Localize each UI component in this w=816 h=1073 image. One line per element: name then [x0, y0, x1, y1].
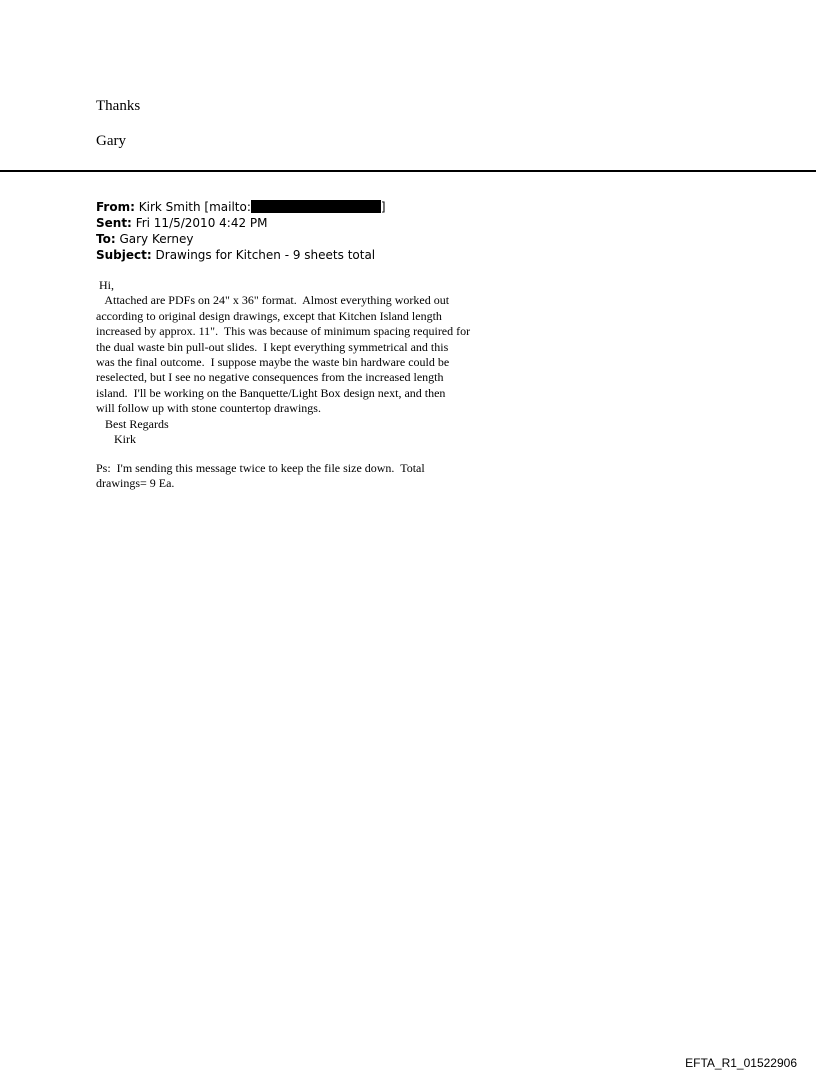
body-line: was the final outcome. I suppose maybe the waste bin hardware could be	[96, 355, 450, 370]
forwarded-header	[96, 199, 386, 263]
to-label: To:	[96, 232, 116, 246]
ps-line: Ps: I'm sending this message twice to keep the file size down. Total	[96, 461, 425, 475]
from-value: Kirk Smith [mailto:	[138, 200, 251, 214]
from-close: ]	[380, 200, 386, 214]
closing-thanks: Thanks	[96, 98, 141, 114]
ps-line: drawings= 9 Ea.	[96, 476, 175, 491]
body-line: the dual waste bin pull-out slides. I kept everything symmetrical and this	[96, 339, 449, 354]
from-line	[96, 199, 386, 215]
sent-line	[96, 215, 386, 231]
to-line	[96, 231, 386, 247]
body-line: Hi,	[96, 278, 114, 292]
body-line: reselected, but I see no negative consequences from the increased length	[96, 370, 444, 385]
from-label: From:	[96, 200, 135, 214]
body-line: Kirk	[96, 432, 136, 447]
body-line: will follow up with stone countertop drawings.	[96, 401, 321, 416]
body-line: Attached are PDFs on 24" x 36" format. Almost everything worked out	[96, 293, 450, 308]
closing-signature: Gary	[96, 133, 126, 149]
body-line: Best Regards	[96, 416, 169, 431]
message-body	[96, 278, 536, 447]
sent-label: Sent:	[96, 216, 132, 230]
body-line: increased by approx. 11". This was because of minimum spacing required for	[96, 324, 471, 339]
subject-line	[96, 247, 386, 263]
message-divider	[0, 170, 816, 172]
sent-value: Fri 11/5/2010 4:42 PM	[135, 216, 268, 230]
redaction-block	[251, 200, 381, 213]
to-value: Gary Kerney	[119, 232, 194, 246]
subject-value: Drawings for Kitchen - 9 sheets total	[155, 248, 376, 262]
postscript	[96, 461, 425, 492]
body-line: according to original design drawings, except that Kitchen Island length	[96, 308, 442, 323]
document-id: EFTA_R1_01522906	[685, 1056, 797, 1070]
subject-label: Subject:	[96, 248, 152, 262]
body-line: island. I'll be working on the Banquette/Light Box design next, and then	[96, 385, 446, 400]
